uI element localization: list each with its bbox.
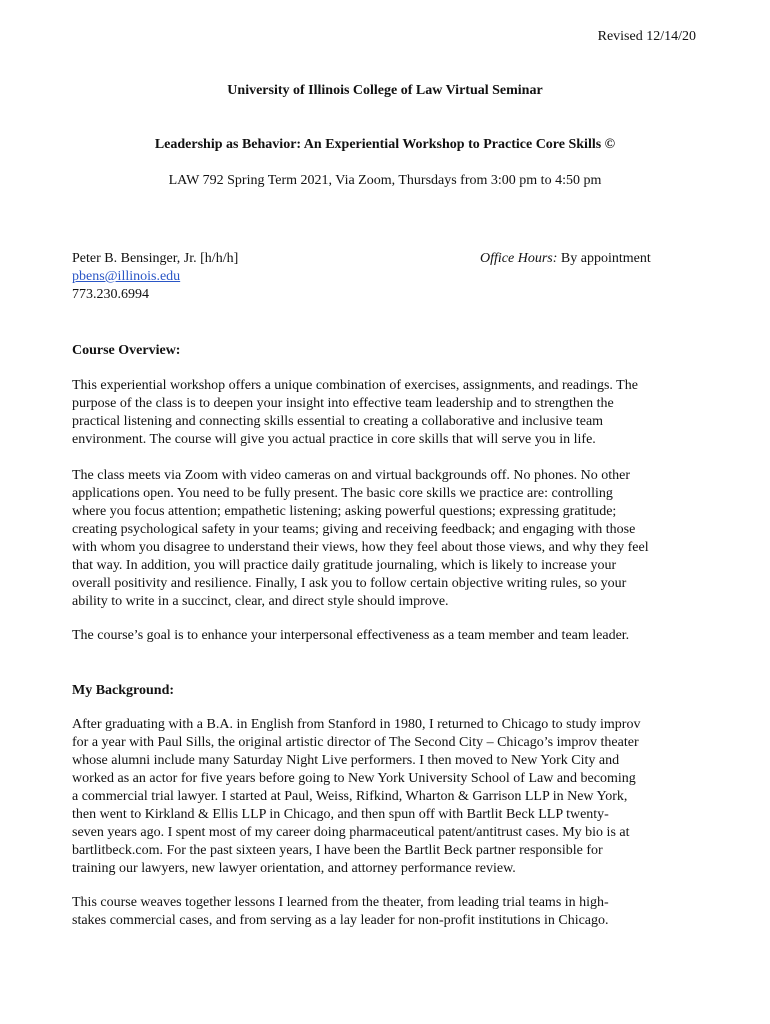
overview-paragraph: The course’s goal is to enhance your interpersonal effectiveness as a team member and team leader. <box>72 628 630 643</box>
seminar-title: University of Illinois College of Law Virtual Seminar <box>227 83 543 98</box>
course-schedule: LAW 792 Spring Term 2021, Via Zoom, Thursdays from 3:00 pm to 4:50 pm <box>168 173 602 188</box>
background-paragraph: After graduating with a B.A. in English from Stanford in 1980, I returned to Chicago to study improv for a year with Paul Sills, the original artistic director of The Second City – Chicago’s improv theater whose alumni include many Saturday Night Live performers. I then moved to New York City and worked as an actor for five years before going to New York University School of Law and becoming a commercial trial lawyer. I started at Paul, Weiss, Rifkind, Wharton & Garrison LLP in New York, then went to Kirkland & Ellis LLP in Chicago, and then spun off with Bartlit Beck LLP twenty- seven years ago. I spent most of my career doing pharmaceutical patent/antitrust cases. My bio is at bartlitbeck.com. For the past sixteen years, I have been the Bartlit Beck partner responsible for training our lawyers, new lawyer orientation, and attorney performance review. <box>72 717 641 876</box>
instructor-block <box>72 250 238 304</box>
my-background-heading: My Background: <box>72 683 175 698</box>
instructor-name: Peter B. Bensinger, Jr. [h/h/h] <box>72 251 239 266</box>
overview-paragraph: The class meets via Zoom with video cameras on and virtual backgrounds off. No phones. No other applications open. You need to be fully present. The basic core skills we practice are: controlling where you focus attention; empathetic listening; asking powerful questions; expressing gratitude; creating psychological safety in your teams; giving and receiving feedback; and engaging with those with whom you disagree to understand their views, how they feel about those views, and why they feel that way. In addition, you will practice daily gratitude journaling, which is likely to increase your overall positivity and resilience. Finally, I ask you to follow certain objective writing rules, so your ability to write in a succinct, clear, and direct style should improve. <box>72 468 649 609</box>
background-paragraph: This course weaves together lessons I learned from the theater, from leading trial teams in high- stakes commercial cases, and from serving as a lay leader for non-profit institutions in Chicago. <box>72 895 609 928</box>
instructor-phone: 773.230.6994 <box>72 287 149 302</box>
overview-paragraph: This experiential workshop offers a unique combination of exercises, assignments, and readings. The purpose of the class is to deepen your insight into effective team leadership and to strengthen the practical listening and connecting skills essential to creating a collaborative and inclusive team environment. The course will give you actual practice in core skills that will serve you in life. <box>72 378 638 447</box>
office-hours-value: By appointment <box>557 251 651 266</box>
course-overview-heading: Course Overview: <box>72 343 181 358</box>
office-hours-label: Office Hours: <box>480 251 558 266</box>
course-subtitle: Leadership as Behavior: An Experiential Workshop to Practice Core Skills © <box>154 137 616 152</box>
office-hours <box>480 250 651 268</box>
revision-date: Revised 12/14/20 <box>597 29 696 44</box>
instructor-email-link[interactable]: pbens@illinois.edu <box>72 269 181 284</box>
